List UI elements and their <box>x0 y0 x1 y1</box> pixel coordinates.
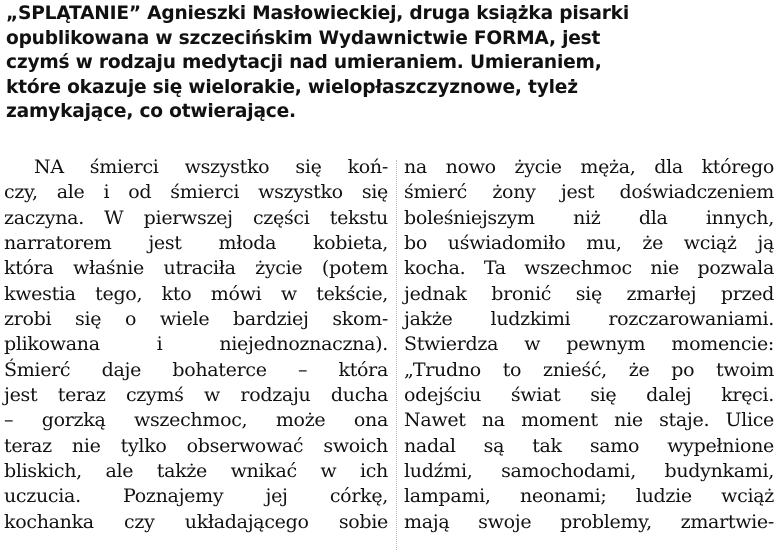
body-line: zrobi się o wiele bardziej skom- <box>4 308 388 331</box>
lead-line: opublikowana w szczecińskim Wydawnictwie FORMA, jest <box>6 27 601 49</box>
body-line: NA śmierci wszystko się koń- <box>34 156 388 178</box>
body-line: bliskich, ale także wnikać w ich <box>4 460 388 483</box>
body-line: lampami, neonami; ludzie wciąż <box>404 485 774 508</box>
body-line: Stwierdza w pewnym momencie: <box>404 333 774 356</box>
body-line: jednak bronić się zmarłej przed <box>404 282 774 305</box>
body-column-left <box>4 155 388 535</box>
lead-line: które okazuje się wielorakie, wielopłaszczyznowe, tyleż <box>6 76 578 98</box>
body-line: mają swoje problemy, zmartwie- <box>404 510 774 533</box>
body-line: uczucia. Poznajemy jej córkę, <box>4 485 388 508</box>
body-line: narratorem jest młoda kobieta, <box>4 232 388 255</box>
body-line: kochanka czy układającego sobie <box>4 510 388 533</box>
body-line: teraz nie tylko obserwować swoich <box>4 434 388 457</box>
body-line: śmierć żony jest doświadczeniem <box>404 181 774 204</box>
body-line: nadal są tak samo wypełnione <box>404 434 774 457</box>
body-line: bo uświadomiło mu, że wciąż ją <box>404 232 774 255</box>
body-line: boleśniejszym niż dla innych, <box>404 206 774 229</box>
column-divider <box>396 160 397 550</box>
body-line: zaczyna. W pierwszej części tekstu <box>4 206 388 229</box>
body-line: czy, ale i od śmierci wszystko się <box>4 181 388 204</box>
lead-line: „SPLĄTANIE” Agnieszki Masłowieckiej, druga książka pisarki <box>6 3 630 24</box>
body-line: odejściu świat się dalej kręci. <box>404 384 774 407</box>
lead-line: zamykające, co otwierające. <box>6 101 296 122</box>
body-line: Śmierć daje bohaterce – która <box>4 358 388 381</box>
body-line: plikowana i niejednoznaczna). <box>4 333 388 356</box>
body-line: Nawet na moment nie staje. Ulice <box>404 409 774 432</box>
body-line: na nowo życie męża, dla którego <box>404 156 774 178</box>
body-line: jest teraz czymś w rodzaju ducha <box>4 384 388 407</box>
body-line: kocha. Ta wszechmoc nie pozwala <box>404 257 774 280</box>
body-line: – gorzką wszechmoc, może ona <box>4 409 388 432</box>
article-lead <box>6 2 776 125</box>
body-line: jakże ludzkimi rozczarowaniami. <box>404 308 774 331</box>
body-line: ludźmi, samochodami, budynkami, <box>404 460 774 483</box>
body-line: „Trudno to znieść, że po twoim <box>404 358 774 381</box>
lead-line: czymś w rodzaju medytacji nad umieraniem. Umieraniem, <box>6 52 602 73</box>
body-column-right <box>404 155 774 535</box>
body-line: która właśnie utraciła życie (potem <box>4 257 388 280</box>
body-line: kwestia tego, kto mówi w tekście, <box>4 282 388 305</box>
